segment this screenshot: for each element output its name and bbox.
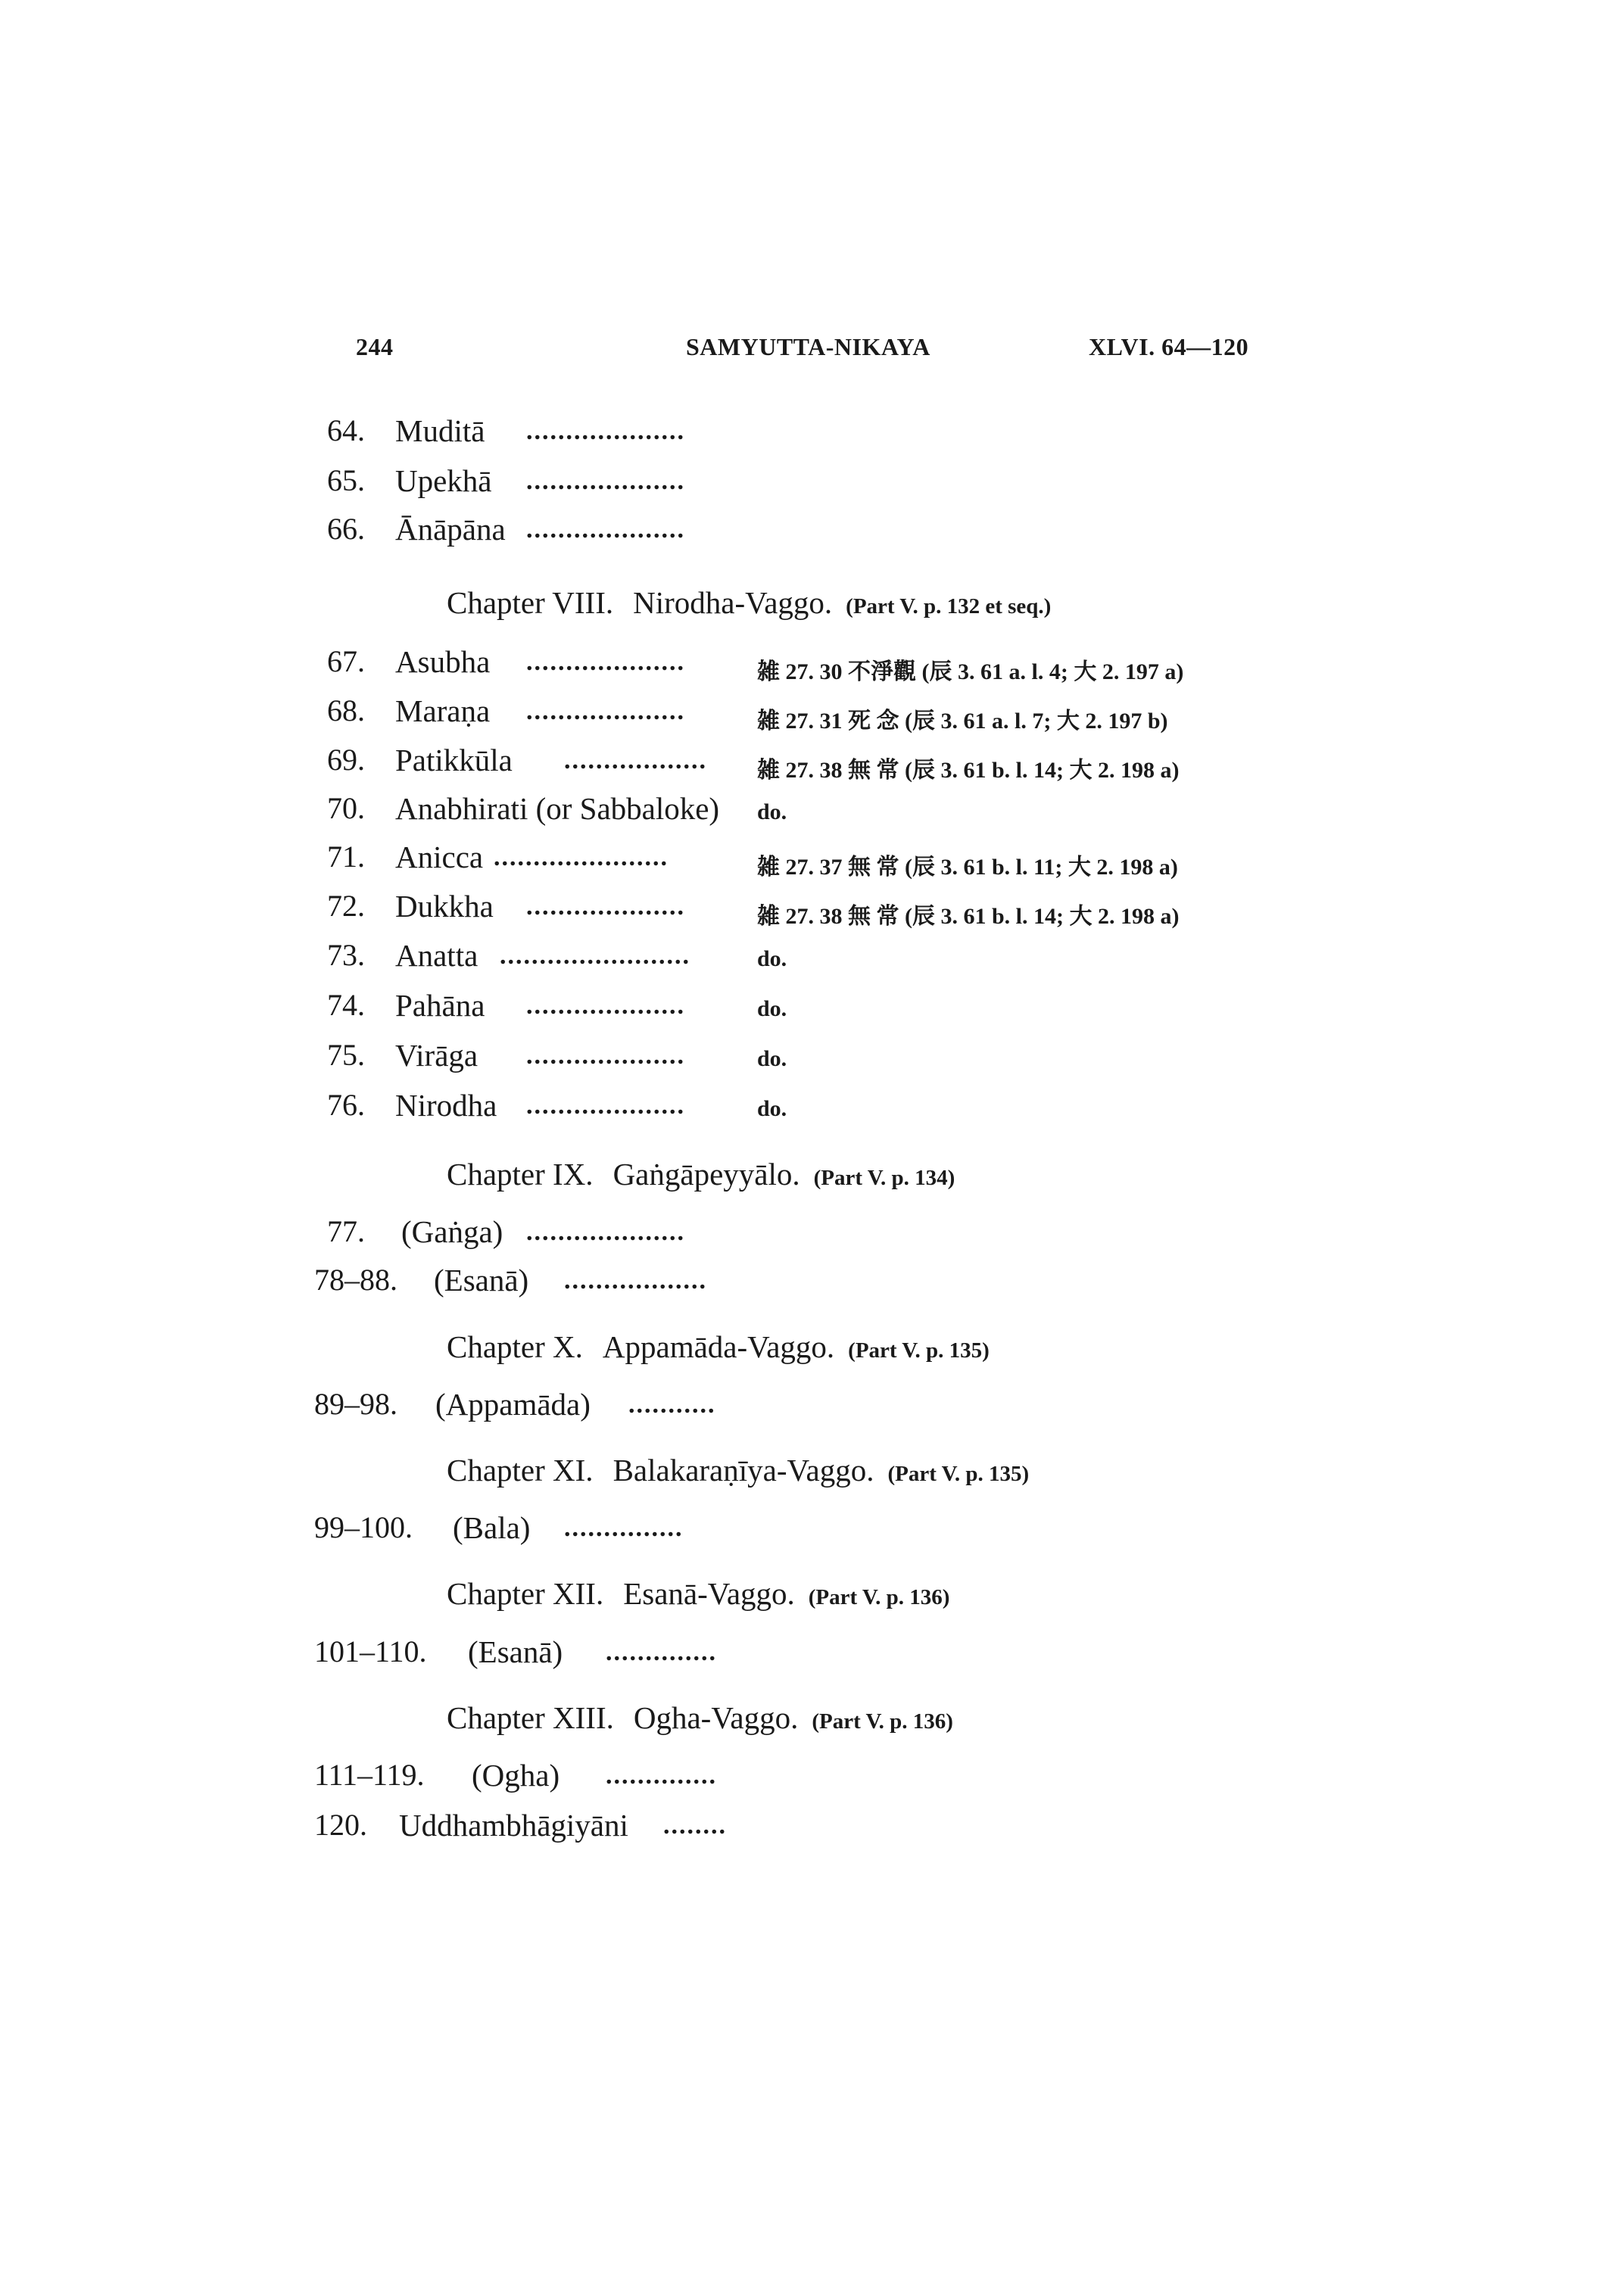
entry-name: (Ogha) [472,1758,560,1793]
leader-dots: .................... [526,1092,685,1120]
leader-dots: .................... [526,516,685,544]
entry-name: (Esanā) [434,1263,529,1298]
chapter-title: Ogha-Vaggo. [633,1700,799,1735]
entry-number: 101–110. [314,1634,427,1668]
chapter-label: Chapter VIII. [447,585,614,620]
entry-number: 74. [327,988,365,1022]
page-number: 244 [356,333,394,360]
chapter-label: Chapter X. [447,1329,583,1364]
leader-dots: ........... [628,1391,716,1419]
entry-name: Ānāpāna [395,512,506,547]
entry-name: (Gaṅga) [401,1214,503,1249]
cross-reference: do. [757,996,787,1021]
chapter-part-ref: (Part V. p. 136) [812,1709,953,1734]
entry-name: Maraṇa [395,693,491,728]
cross-reference: 雑 27. 30 不淨觀 (辰 3. 61 a. l. 4; 大 2. 197 a) [757,659,1184,684]
cross-reference: do. [757,799,787,824]
entry-number: 72. [327,889,365,923]
entry-number: 65. [327,463,365,497]
entry-name: Nirodha [395,1088,497,1123]
chapter-part-ref: (Part V. p. 135) [887,1462,1030,1486]
entry-number: 89–98. [314,1387,397,1421]
leader-dots: .............. [606,1638,717,1666]
entry-name: Pahāna [395,988,485,1023]
chapter-part-ref: (Part V. p. 136) [808,1585,950,1609]
entry-name: Muditā [395,413,485,448]
cross-reference: 雑 27. 37 無 常 (辰 3. 61 b. l. 11; 大 2. 198 a) [757,855,1178,880]
entry-name: (Esanā) [468,1634,563,1669]
leader-dots: ...................... [494,843,669,871]
entry-number: 69. [327,743,365,777]
chapter-heading [447,1329,990,1365]
leader-dots: .............. [606,1762,717,1790]
cross-reference: 雑 27. 38 無 常 (辰 3. 61 b. l. 14; 大 2. 198 a) [757,904,1180,929]
entry-name: Upekhā [395,463,492,498]
entry-number: 64. [327,413,365,447]
entry-number: 99–100. [314,1510,413,1544]
chapter-part-ref: (Part V. p. 135) [848,1338,990,1363]
cross-reference: 雑 27. 31 死 念 (辰 3. 61 a. l. 7; 大 2. 197 b) [757,709,1168,734]
section-range: XLVI. 64—120 [1089,333,1249,360]
leader-dots: .................... [526,1042,685,1070]
entry-number: 66. [327,512,365,546]
leader-dots: .................... [526,417,685,445]
chapter-label: Chapter XI. [447,1453,594,1488]
leader-dots: ............... [564,1514,684,1542]
chapter-heading [447,1575,949,1612]
chapter-label: Chapter XII. [447,1576,604,1611]
leader-dots: .................... [526,697,685,725]
leader-dots: .................. [564,1266,707,1294]
entry-name: Uddhambhāgiyāni [399,1808,628,1843]
entry-number: 75. [327,1038,365,1072]
entry-name: Virāga [395,1038,478,1073]
entry-name: Dukkha [395,889,494,924]
leader-dots: .................... [526,467,685,495]
chapter-label: Chapter XIII. [447,1700,614,1735]
entry-number: 67. [327,644,365,678]
entry-number: 120. [314,1808,367,1842]
entry-number: 78–88. [314,1263,397,1297]
chapter-label: Chapter IX. [447,1157,594,1192]
chapter-heading [447,1699,953,1736]
entry-number: 71. [327,840,365,874]
chapter-heading [447,584,1051,621]
entry-name: Patikkūla [395,743,513,777]
chapter-heading [447,1452,1029,1488]
leader-dots: .................... [526,1218,685,1246]
entry-name: Anicca [395,840,484,874]
entry-name: Asubha [395,644,491,679]
chapter-title: Appamāda-Vaggo. [602,1329,835,1364]
entry-name: Anatta [395,938,478,973]
chapter-heading [447,1156,955,1192]
leader-dots: .................. [564,746,707,774]
chapter-title: Esanā-Vaggo. [623,1576,795,1611]
chapter-title: Gaṅgāpeyyālo. [613,1157,800,1192]
entry-name: Anabhirati (or Sabbaloke) [395,791,720,826]
chapter-part-ref: (Part V. p. 132 et seq.) [846,594,1052,618]
entry-number: 73. [327,938,365,972]
entry-number: 111–119. [314,1758,425,1792]
leader-dots: .................... [526,992,685,1020]
cross-reference: do. [757,946,787,971]
leader-dots: .................... [526,648,685,676]
chapter-title: Nirodha-Vaggo. [633,585,833,620]
cross-reference: 雑 27. 38 無 常 (辰 3. 61 b. l. 14; 大 2. 198 a) [757,758,1180,783]
chapter-part-ref: (Part V. p. 134) [813,1166,955,1190]
entry-number: 76. [327,1088,365,1122]
entry-number: 68. [327,693,365,727]
leader-dots: .................... [526,893,685,921]
cross-reference: do. [757,1046,787,1071]
leader-dots: ........................ [500,942,690,970]
cross-reference: do. [757,1096,787,1121]
entry-number: 70. [327,791,365,825]
entry-name: (Appamāda) [435,1387,591,1422]
running-title: SAMYUTTA-NIKAYA [686,333,930,360]
chapter-title: Balakaraṇīya-Vaggo. [613,1453,874,1488]
entry-name: (Bala) [453,1510,531,1545]
leader-dots: ........ [663,1812,727,1840]
entry-number: 77. [327,1214,365,1248]
